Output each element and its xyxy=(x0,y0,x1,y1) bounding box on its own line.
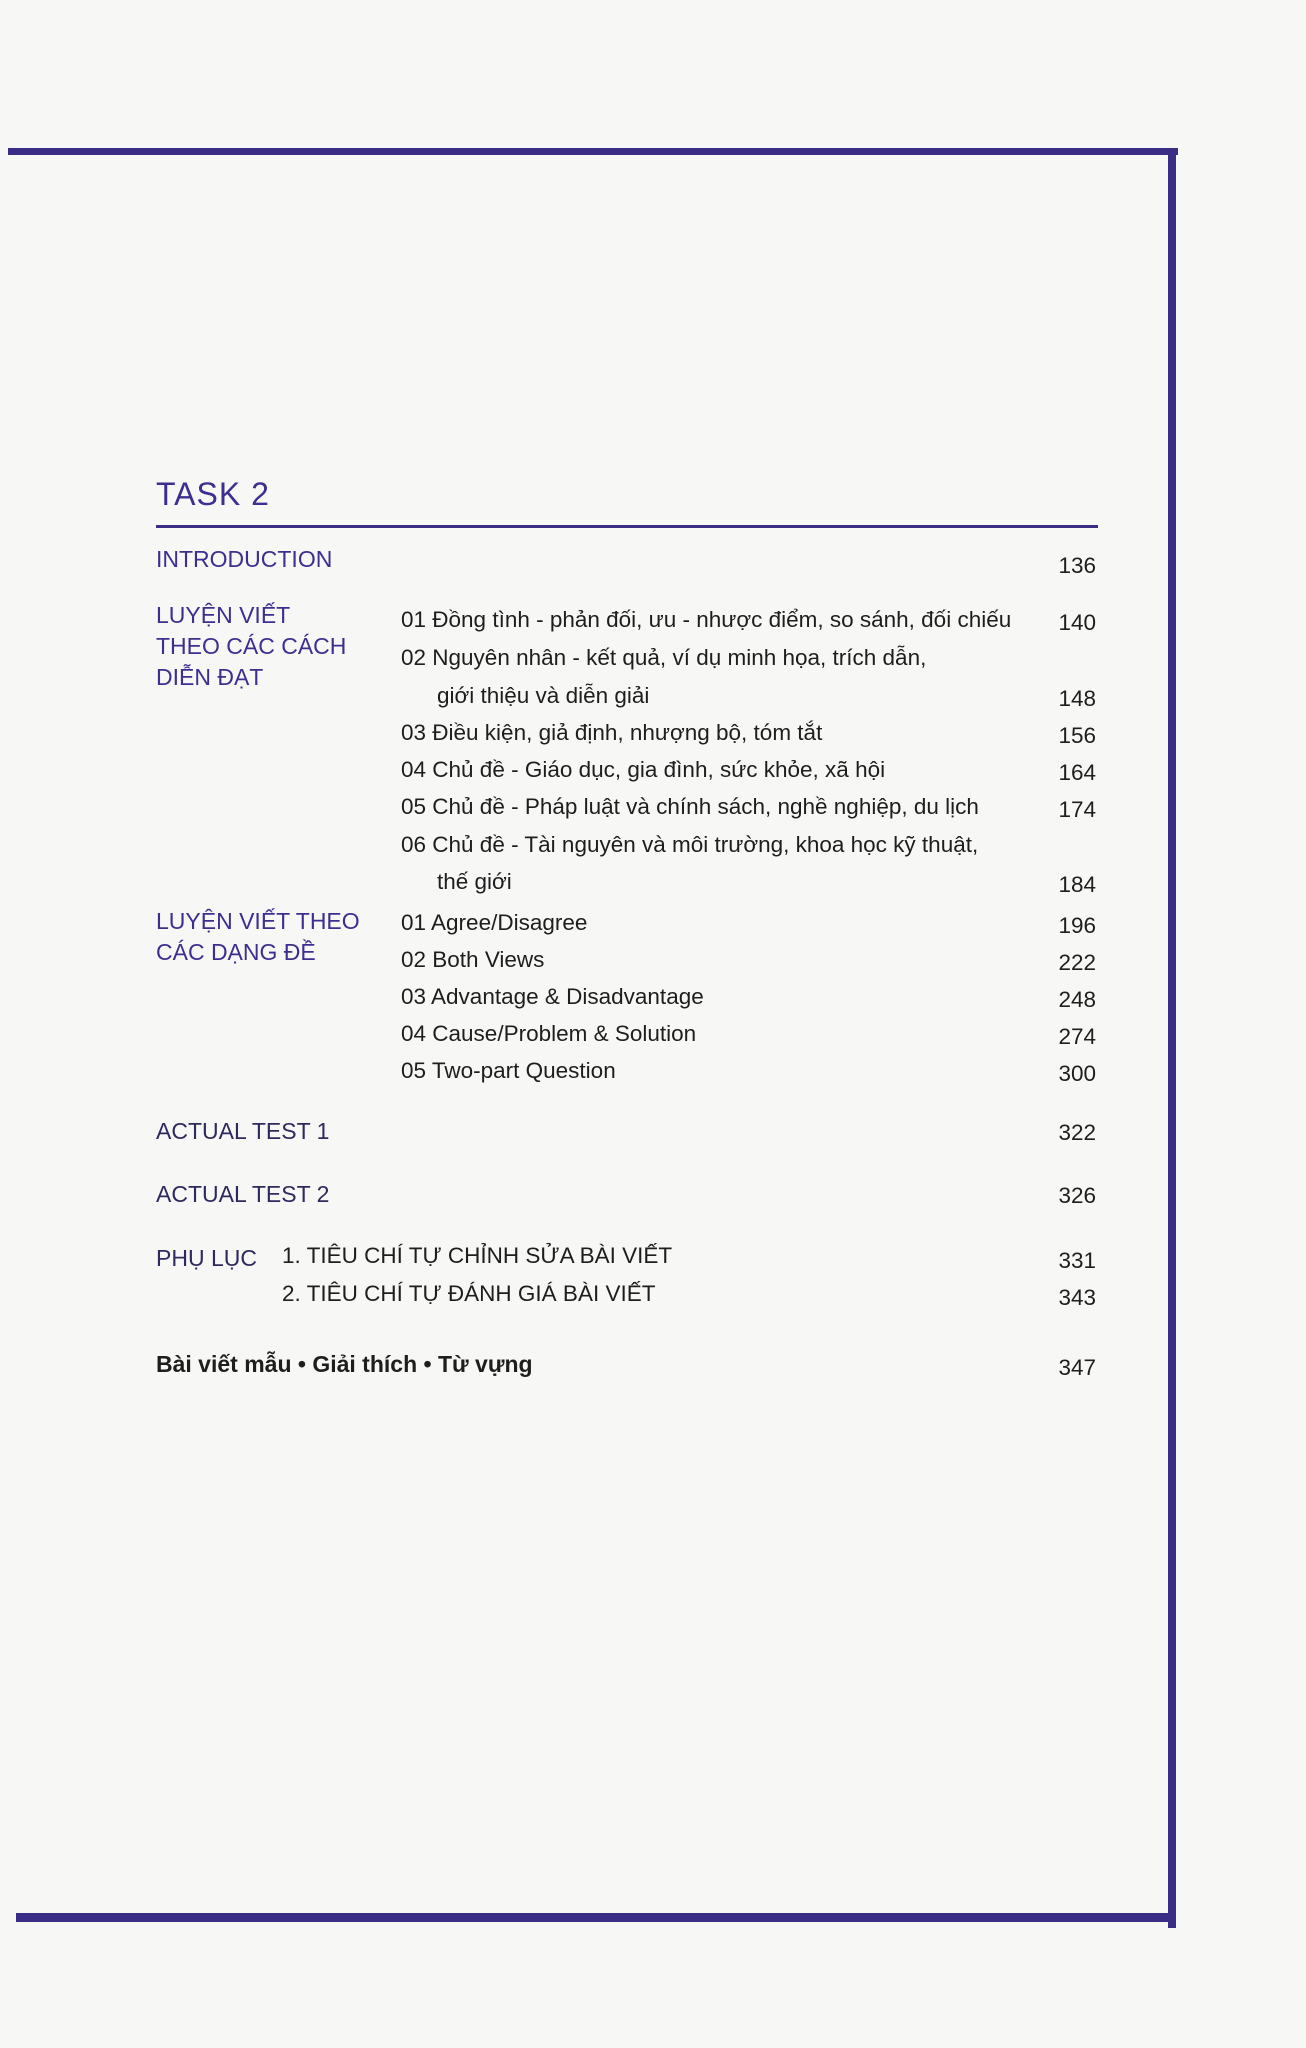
toc-entry: 05 Chủ đề - Pháp luật và chính sách, nghề nghiệp, du lịch xyxy=(401,794,979,819)
toc-entry-page: 148 xyxy=(1058,686,1096,711)
section-1-label-line: DIỄN ĐẠT xyxy=(156,664,264,690)
toc-entry-page: 222 xyxy=(1058,950,1096,975)
toc-actual-test-1-label: ACTUAL TEST 1 xyxy=(156,1118,330,1144)
toc-entry: 02 Nguyên nhân - kết quả, ví dụ minh họa, trích dẫn, xyxy=(401,645,927,670)
section-1-label-line: THEO CÁC CÁCH xyxy=(156,633,347,659)
toc-samples-line: Bài viết mẫu • Giải thích • Từ vựng xyxy=(156,1351,533,1377)
toc-appendix-item: 1. TIÊU CHÍ TỰ CHỈNH SỬA BÀI VIẾT xyxy=(282,1243,673,1268)
section-2-label-line: CÁC DẠNG ĐỀ xyxy=(156,939,316,965)
toc-entry-page: 248 xyxy=(1058,987,1096,1012)
title-underline xyxy=(156,525,1098,528)
top-border-rule xyxy=(8,148,1178,155)
toc-entry: 06 Chủ đề - Tài nguyên và môi trường, khoa học kỹ thuật, xyxy=(401,832,979,857)
toc-entry-continuation: thế giới xyxy=(437,869,512,894)
section-2-label-line: LUYỆN VIẾT THEO xyxy=(156,908,360,934)
toc-entry-continuation: giới thiệu và diễn giải xyxy=(437,683,650,708)
toc-introduction-page: 136 xyxy=(1058,553,1096,578)
toc-entry: 02 Both Views xyxy=(401,947,545,972)
toc-entry-page: 184 xyxy=(1058,872,1096,897)
toc-entry: 03 Advantage & Disadvantage xyxy=(401,984,704,1009)
toc-entry-page: 300 xyxy=(1058,1061,1096,1086)
toc-appendix-item: 2. TIÊU CHÍ TỰ ĐÁNH GIÁ BÀI VIẾT xyxy=(282,1281,656,1306)
section-1-label xyxy=(156,600,346,693)
toc-entry: 03 Điều kiện, giả định, nhượng bộ, tóm tắt xyxy=(401,720,823,745)
page-title: TASK 2 xyxy=(156,476,270,512)
toc-actual-test-1-page: 322 xyxy=(1058,1120,1096,1145)
toc-actual-test-2-page: 326 xyxy=(1058,1183,1096,1208)
bottom-border-rule xyxy=(16,1913,1176,1922)
toc-entry: 04 Cause/Problem & Solution xyxy=(401,1021,697,1046)
toc-entry: 05 Two-part Question xyxy=(401,1058,616,1083)
toc-actual-test-2-label: ACTUAL TEST 2 xyxy=(156,1181,330,1207)
toc-entry-page: 140 xyxy=(1058,610,1096,635)
section-2-label xyxy=(156,906,360,968)
toc-entry: 01 Đồng tình - phản đối, ưu - nhược điểm, so sánh, đối chiếu xyxy=(401,607,1012,632)
toc-samples-page: 347 xyxy=(1058,1355,1096,1380)
toc-entry-page: 164 xyxy=(1058,760,1096,785)
toc-appendix-label: PHỤ LỤC xyxy=(156,1245,257,1271)
toc-appendix-item-page: 343 xyxy=(1058,1285,1096,1310)
toc-appendix-item-page: 331 xyxy=(1058,1248,1096,1273)
section-1-label-line: LUYỆN VIẾT xyxy=(156,602,291,628)
toc-entry: 04 Chủ đề - Giáo dục, gia đình, sức khỏe, xã hội xyxy=(401,757,886,782)
toc-introduction-label: INTRODUCTION xyxy=(156,546,333,572)
toc-entry-page: 196 xyxy=(1058,913,1096,938)
toc-entry: 01 Agree/Disagree xyxy=(401,910,588,935)
toc-entry-page: 156 xyxy=(1058,723,1096,748)
toc-entry-page: 174 xyxy=(1058,797,1096,822)
toc-entry-page: 274 xyxy=(1058,1024,1096,1049)
